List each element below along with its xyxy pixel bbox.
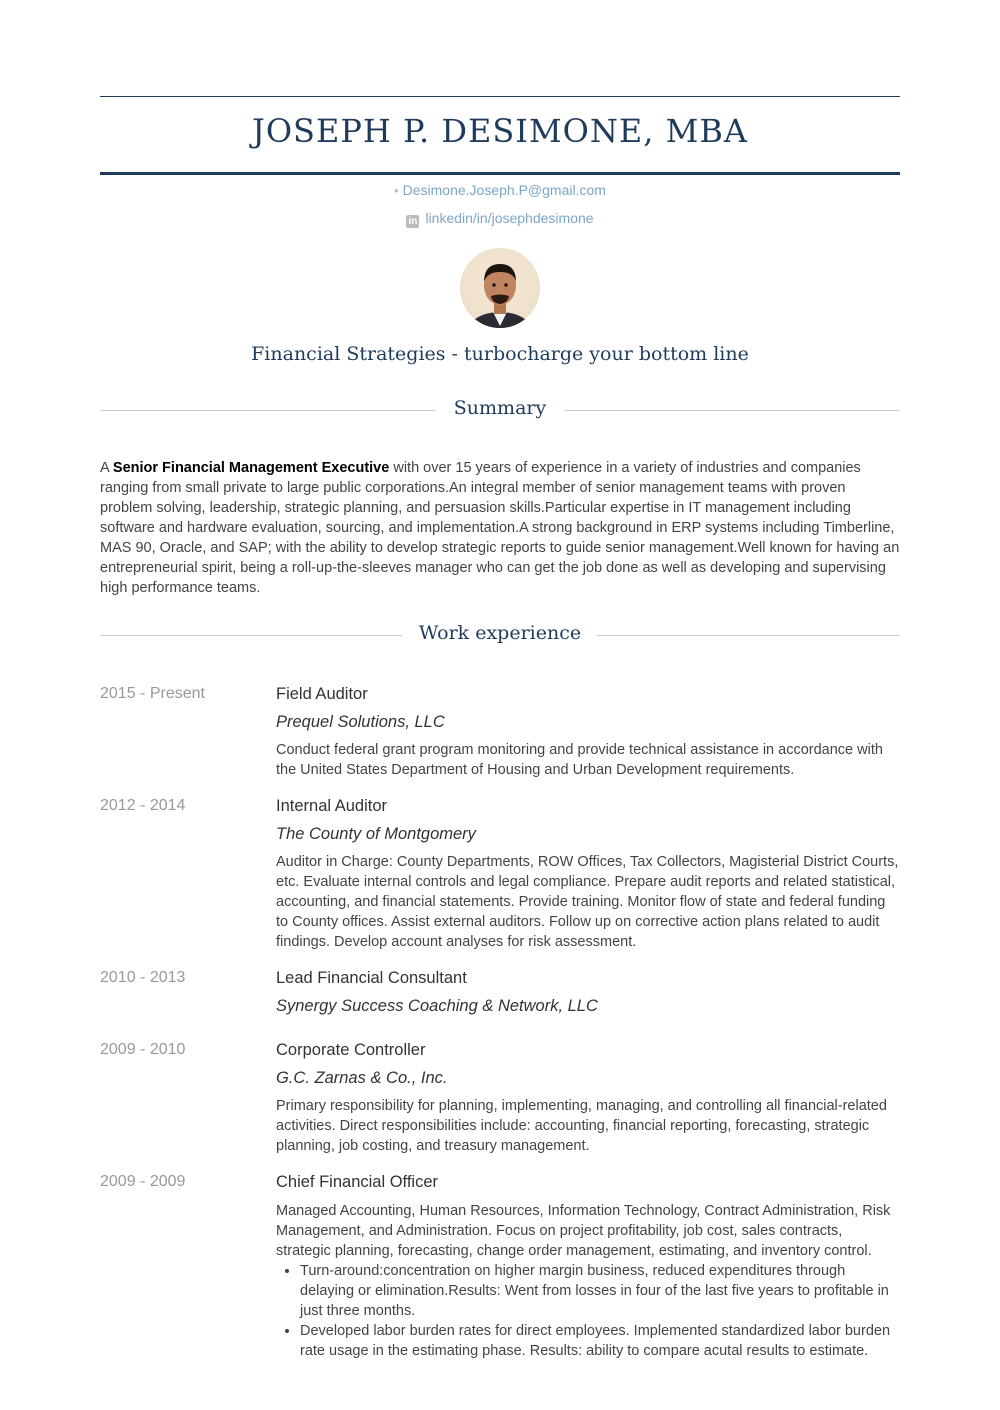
linkedin-row bbox=[100, 210, 900, 228]
job-description: Primary responsibility for planning, implementing, managing, and controlling all financial-related activities. Direct responsibilities include: accounting, financial reporting, forecasting, strategic planning, job costing, and treasury management. bbox=[276, 1098, 887, 1154]
bullet-icon: • bbox=[394, 183, 399, 198]
linkedin-link[interactable]: linkedin/in/josephdesimone bbox=[425, 210, 594, 226]
job-date: 2010 - 2013 bbox=[100, 969, 186, 986]
job-title: Internal Auditor bbox=[276, 797, 387, 815]
email-row bbox=[100, 182, 900, 198]
job-description: Conduct federal grant program monitoring and provide technical assistance in accordance with the United States Department of Housing and Urban Development requirements. bbox=[276, 742, 883, 778]
list-item: • Developed labor burden rates for direct employees. Implemented standardized labor burden rate usage in the estimating phase. Results: ability to compare acutal results to estimate. bbox=[300, 1321, 900, 1361]
summary-text: A Senior Financial Management Executive with over 15 years of experience in a variety of industries and companies ranging from small private to large public corporations.An integral member of senior management teams with proven problem solving, leadership, strategic planning, and persuasion skills.Particular expertise in IT management including software and hardware evaluation, sourcing, and implementation.A strong background in ERP systems including Timberline, MAS 90, Oracle, and SAP; with the ability to develop strategic reports to guide senior management.Well known for having an entrepreneurial spirit, being a roll-up-the-sleeves manager who can get the job done as well as developing and supervising high performance teams. bbox=[100, 460, 900, 596]
job-company: The County of Montgomery bbox=[276, 825, 476, 843]
job-date: 2012 - 2014 bbox=[100, 797, 186, 814]
job-company: Prequel Solutions, LLC bbox=[276, 713, 445, 731]
job-title: Lead Financial Consultant bbox=[276, 969, 467, 987]
job-bullets bbox=[276, 1261, 900, 1361]
name-divider bbox=[100, 172, 900, 175]
job-date: 2009 - 2009 bbox=[100, 1173, 186, 1190]
job-date: 2009 - 2010 bbox=[100, 1041, 186, 1058]
email-link[interactable]: Desimone.Joseph.P@gmail.com bbox=[402, 182, 606, 198]
avatar bbox=[460, 248, 540, 328]
job-description: Auditor in Charge: County Departments, ROW Offices, Tax Collectors, Magisterial District Courts, etc. Evaluate internal controls and legal compliance. Prepare audit reports and related statistical, accounting, and financial statements. Provide training. Monitor flow of state and federal funding to County offices. Assist external auditors. Follow up on corrective action plans related to audit findings. Develop account analyses for risk assessment. bbox=[276, 854, 899, 950]
job-title: Chief Financial Officer bbox=[276, 1173, 439, 1191]
candidate-name: JOSEPH P. DESIMONE, MBA bbox=[251, 112, 748, 150]
list-item: • Turn-around:concentration on higher margin business, reduced expenditures through delaying or elimination.Results: Went from losses in four of the last five years to profitable in just three months. bbox=[300, 1261, 900, 1321]
top-divider bbox=[100, 96, 900, 97]
work-heading bbox=[100, 622, 900, 648]
job-company: G.C. Zarnas & Co., Inc. bbox=[276, 1069, 448, 1087]
job-company: Synergy Success Coaching & Network, LLC bbox=[276, 997, 598, 1015]
job-date: 2015 - Present bbox=[100, 685, 205, 702]
job-title: Field Auditor bbox=[276, 685, 368, 703]
job-title: Corporate Controller bbox=[276, 1041, 426, 1059]
job-description: Managed Accounting, Human Resources, Information Technology, Contract Administration, Risk Management, and Administration. Focus on project profitability, job cost, sales contracts, strategic planning, forecasting, change order management, estimating, and inventory control. bbox=[276, 1203, 891, 1259]
summary-heading bbox=[100, 397, 900, 423]
summary-bold: Senior Financial Management Executive bbox=[112, 460, 390, 476]
summary-title: Summary bbox=[453, 397, 547, 419]
linkedin-icon: in bbox=[406, 215, 419, 228]
work-title: Work experience bbox=[418, 622, 582, 644]
headline: Financial Strategies - turbocharge your bottom line bbox=[251, 343, 749, 365]
